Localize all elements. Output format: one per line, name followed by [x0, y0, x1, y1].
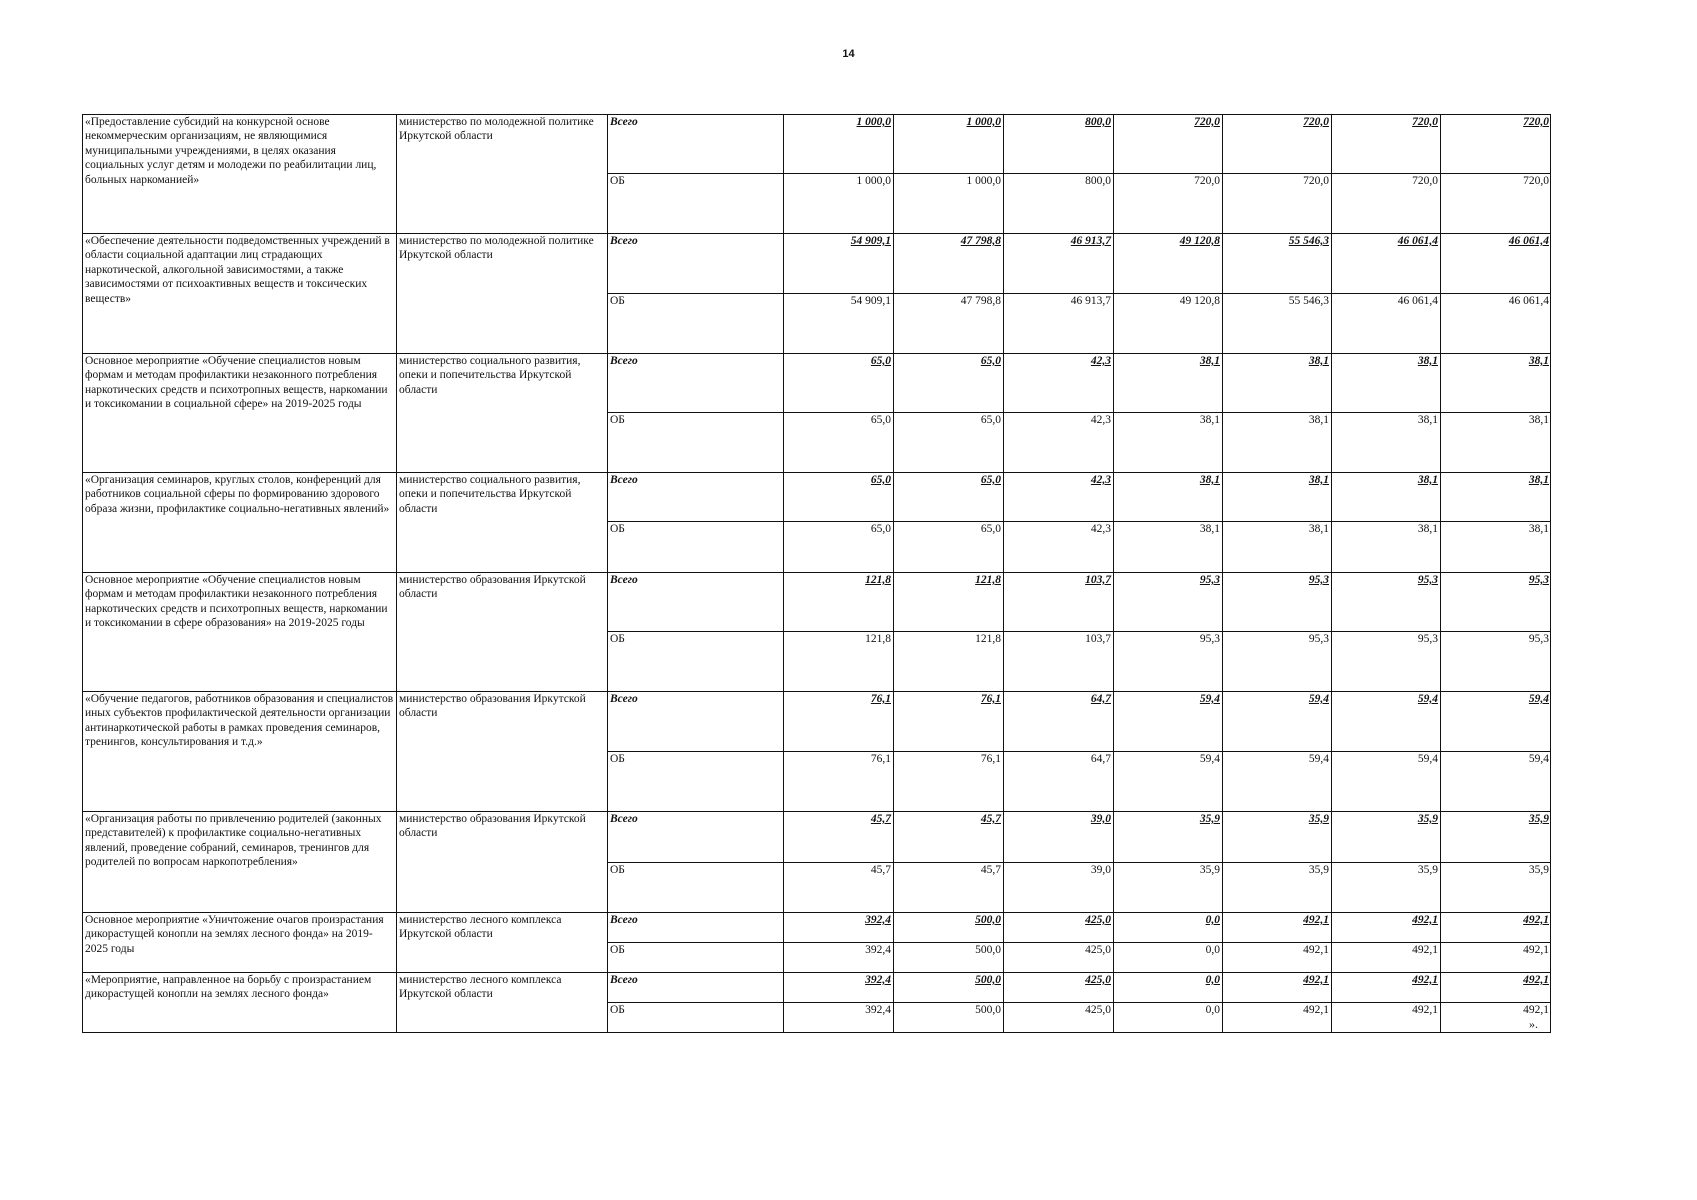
total-value: 35,9 [1441, 812, 1551, 863]
total-value: 492,1 [1441, 913, 1551, 943]
ob-value: 492,1 [1332, 943, 1441, 973]
ob-value: 121,8 [784, 632, 894, 692]
total-value: 45,7 [784, 812, 894, 863]
total-value: 720,0 [1223, 115, 1332, 174]
ob-value: 59,4 [1332, 752, 1441, 812]
funding-ob-label: ОБ [608, 174, 784, 234]
total-value: 46 061,4 [1441, 234, 1551, 294]
activity-name: Основное мероприятие «Уничтожение очагов произрастания дикорастущей конопли на землях лесного фонда» на 2019-2025 годы [83, 913, 397, 973]
executor: министерство образования Иркутской области [397, 573, 608, 692]
ob-value: 500,0 [894, 1003, 1004, 1033]
funding-ob-label: ОБ [608, 1003, 784, 1033]
total-value: 492,1 [1332, 913, 1441, 943]
ob-value: 500,0 [894, 943, 1004, 973]
ob-value: 1 000,0 [894, 174, 1004, 234]
total-value: 35,9 [1223, 812, 1332, 863]
ob-value: 59,4 [1441, 752, 1551, 812]
total-value: 45,7 [894, 812, 1004, 863]
funding-ob-label: ОБ [608, 522, 784, 573]
ob-value: 392,4 [784, 943, 894, 973]
executor: министерство образования Иркутской области [397, 812, 608, 913]
funding-total-label: Всего [608, 812, 784, 863]
total-value: 42,3 [1004, 354, 1114, 413]
activity-name: Основное мероприятие «Обучение специалистов новым формам и методам профилактики незаконного потребления наркотических средств и психотропных веществ, наркомании и токсикомании в социальной сфере» на 2019-2025 годы [83, 354, 397, 473]
ob-value: 35,9 [1332, 863, 1441, 913]
ob-value: 64,7 [1004, 752, 1114, 812]
ob-value: 45,7 [894, 863, 1004, 913]
ob-value: 720,0 [1441, 174, 1551, 234]
total-value: 76,1 [894, 692, 1004, 752]
executor: министерство социального развития, опеки и попечительства Иркутской области [397, 473, 608, 573]
executor: министерство по молодежной политике Иркутской области [397, 234, 608, 354]
ob-value: 42,3 [1004, 522, 1114, 573]
total-value: 65,0 [894, 473, 1004, 522]
total-value: 492,1 [1223, 973, 1332, 1003]
ob-value: 492,1 [1223, 943, 1332, 973]
table-row [83, 973, 1551, 1003]
total-value: 95,3 [1114, 573, 1223, 632]
activity-name: «Организация работы по привлечению родителей (законных представителей) к профилактике социально-негативных явлений, проведение собраний, семинаров, тренингов для родителей по вопросам наркопотребления» [83, 812, 397, 913]
table-row [83, 913, 1551, 943]
total-value: 47 798,8 [894, 234, 1004, 294]
total-value: 38,1 [1223, 473, 1332, 522]
activity-name: Основное мероприятие «Обучение специалистов новым формам и методам профилактики незаконного потребления наркотических средств и психотропных веществ, наркомании и токсикомании в сфере образования» на 2019-2025 годы [83, 573, 397, 692]
ob-value: 121,8 [894, 632, 1004, 692]
funding-total-label: Всего [608, 234, 784, 294]
ob-value: 95,3 [1114, 632, 1223, 692]
ob-value: 38,1 [1441, 413, 1551, 473]
funding-total-label: Всего [608, 692, 784, 752]
total-value: 59,4 [1223, 692, 1332, 752]
ob-value: 42,3 [1004, 413, 1114, 473]
total-value: 38,1 [1114, 473, 1223, 522]
table-row [83, 692, 1551, 752]
total-value: 46 061,4 [1332, 234, 1441, 294]
funding-total-label: Всего [608, 115, 784, 174]
ob-value: 392,4 [784, 1003, 894, 1033]
ob-value: 46 913,7 [1004, 294, 1114, 354]
total-value: 38,1 [1441, 354, 1551, 413]
funding-ob-label: ОБ [608, 943, 784, 973]
total-value: 392,4 [784, 973, 894, 1003]
total-value: 38,1 [1441, 473, 1551, 522]
activity-name: «Организация семинаров, круглых столов, конференций для работников социальной сферы по формированию здорового образа жизни, профилактике социально-негативных явлений» [83, 473, 397, 573]
total-value: 1 000,0 [784, 115, 894, 174]
funding-total-label: Всего [608, 973, 784, 1003]
ob-value: 38,1 [1223, 522, 1332, 573]
ob-value: 46 061,4 [1332, 294, 1441, 354]
ob-value: 425,0 [1004, 1003, 1114, 1033]
total-value: 65,0 [784, 354, 894, 413]
total-value: 38,1 [1114, 354, 1223, 413]
total-value: 65,0 [894, 354, 1004, 413]
table-row [83, 812, 1551, 863]
total-value: 38,1 [1223, 354, 1332, 413]
total-value: 35,9 [1114, 812, 1223, 863]
total-value: 800,0 [1004, 115, 1114, 174]
total-value: 39,0 [1004, 812, 1114, 863]
ob-value: 65,0 [784, 522, 894, 573]
ob-value: 59,4 [1114, 752, 1223, 812]
total-value: 76,1 [784, 692, 894, 752]
ob-value: 47 798,8 [894, 294, 1004, 354]
total-value: 65,0 [784, 473, 894, 522]
executor: министерство образования Иркутской области [397, 692, 608, 812]
ob-value: 59,4 [1223, 752, 1332, 812]
ob-value: 35,9 [1441, 863, 1551, 913]
table-row [83, 573, 1551, 632]
ob-value: 54 909,1 [784, 294, 894, 354]
ob-value: 720,0 [1114, 174, 1223, 234]
total-value: 720,0 [1441, 115, 1551, 174]
ob-value: 0,0 [1114, 1003, 1223, 1033]
ob-value: 95,3 [1332, 632, 1441, 692]
activity-name: «Обеспечение деятельности подведомственных учреждений в области социальной адаптации лиц страдающих наркотической, алкогольной зависимостями, а также зависимостями от психоактивных веществ и токсических веществ» [83, 234, 397, 354]
table-row [83, 234, 1551, 294]
total-value: 425,0 [1004, 913, 1114, 943]
ob-value: 38,1 [1114, 413, 1223, 473]
ob-value: 800,0 [1004, 174, 1114, 234]
ob-value: 103,7 [1004, 632, 1114, 692]
total-value: 95,3 [1441, 573, 1551, 632]
ob-value: 95,3 [1223, 632, 1332, 692]
ob-value: 38,1 [1332, 522, 1441, 573]
total-value: 500,0 [894, 913, 1004, 943]
ob-value: 38,1 [1114, 522, 1223, 573]
total-value: 49 120,8 [1114, 234, 1223, 294]
ob-value: 35,9 [1223, 863, 1332, 913]
ob-value: 720,0 [1332, 174, 1441, 234]
budget-table [82, 114, 1551, 1033]
activity-name: «Мероприятие, направленное на борьбу с произрастанием дикорастущей конопли на землях лесного фонда» [83, 973, 397, 1033]
total-value: 121,8 [894, 573, 1004, 632]
total-value: 0,0 [1114, 973, 1223, 1003]
total-value: 1 000,0 [894, 115, 1004, 174]
funding-total-label: Всего [608, 573, 784, 632]
total-value: 95,3 [1223, 573, 1332, 632]
funding-ob-label: ОБ [608, 863, 784, 913]
table-row [83, 354, 1551, 413]
total-value: 492,1 [1332, 973, 1441, 1003]
funding-ob-label: ОБ [608, 632, 784, 692]
total-value: 720,0 [1332, 115, 1441, 174]
table-row [83, 115, 1551, 174]
activity-name: «Предоставление субсидий на конкурсной основе некоммерческим организациям, не являющимися муниципальными учреждениями, в целях оказания социальных услуг детям и молодежи по реабилитации лиц, больных наркоманией» [83, 115, 397, 234]
ob-value: 76,1 [894, 752, 1004, 812]
total-value: 492,1 [1223, 913, 1332, 943]
ob-value: 38,1 [1441, 522, 1551, 573]
total-value: 425,0 [1004, 973, 1114, 1003]
total-value: 392,4 [784, 913, 894, 943]
funding-ob-label: ОБ [608, 413, 784, 473]
ob-value: 76,1 [784, 752, 894, 812]
total-value: 38,1 [1332, 354, 1441, 413]
funding-ob-label: ОБ [608, 752, 784, 812]
ob-value: 720,0 [1223, 174, 1332, 234]
ob-value: 49 120,8 [1114, 294, 1223, 354]
page-number: 14 [842, 48, 855, 60]
total-value: 42,3 [1004, 473, 1114, 522]
ob-value: 35,9 [1114, 863, 1223, 913]
funding-ob-label: ОБ [608, 294, 784, 354]
executor: министерство лесного комплекса Иркутской области [397, 973, 608, 1033]
activity-name: «Обучение педагогов, работников образования и специалистов иных субъектов профилактической деятельности организации антинаркотической работы в рамках проведения семинаров, тренингов, консультирования и т.д.» [83, 692, 397, 812]
funding-total-label: Всего [608, 473, 784, 522]
ob-value: 46 061,4 [1441, 294, 1551, 354]
total-value: 121,8 [784, 573, 894, 632]
ob-value: 45,7 [784, 863, 894, 913]
closing-quote: ». [1529, 1017, 1538, 1031]
total-value: 64,7 [1004, 692, 1114, 752]
total-value: 103,7 [1004, 573, 1114, 632]
executor: министерство по молодежной политике Иркутской области [397, 115, 608, 234]
total-value: 95,3 [1332, 573, 1441, 632]
total-value: 35,9 [1332, 812, 1441, 863]
ob-value: 492,1 [1332, 1003, 1441, 1033]
total-value: 720,0 [1114, 115, 1223, 174]
total-value: 0,0 [1114, 913, 1223, 943]
total-value: 59,4 [1332, 692, 1441, 752]
total-value: 55 546,3 [1223, 234, 1332, 294]
funding-total-label: Всего [608, 354, 784, 413]
total-value: 59,4 [1441, 692, 1551, 752]
funding-total-label: Всего [608, 913, 784, 943]
total-value: 500,0 [894, 973, 1004, 1003]
total-value: 46 913,7 [1004, 234, 1114, 294]
ob-value: 1 000,0 [784, 174, 894, 234]
ob-value: 55 546,3 [1223, 294, 1332, 354]
total-value: 54 909,1 [784, 234, 894, 294]
table-row [83, 473, 1551, 522]
ob-value: 65,0 [784, 413, 894, 473]
ob-value: 492,1 [1223, 1003, 1332, 1033]
ob-value: 492,1 [1441, 1003, 1551, 1033]
total-value: 59,4 [1114, 692, 1223, 752]
ob-value: 95,3 [1441, 632, 1551, 692]
ob-value: 0,0 [1114, 943, 1223, 973]
ob-value: 492,1 [1441, 943, 1551, 973]
executor: министерство лесного комплекса Иркутской области [397, 913, 608, 973]
executor: министерство социального развития, опеки и попечительства Иркутской области [397, 354, 608, 473]
total-value: 38,1 [1332, 473, 1441, 522]
ob-value: 65,0 [894, 522, 1004, 573]
ob-value: 38,1 [1223, 413, 1332, 473]
total-value: 492,1 [1441, 973, 1551, 1003]
ob-value: 39,0 [1004, 863, 1114, 913]
ob-value: 38,1 [1332, 413, 1441, 473]
ob-value: 65,0 [894, 413, 1004, 473]
ob-value: 425,0 [1004, 943, 1114, 973]
